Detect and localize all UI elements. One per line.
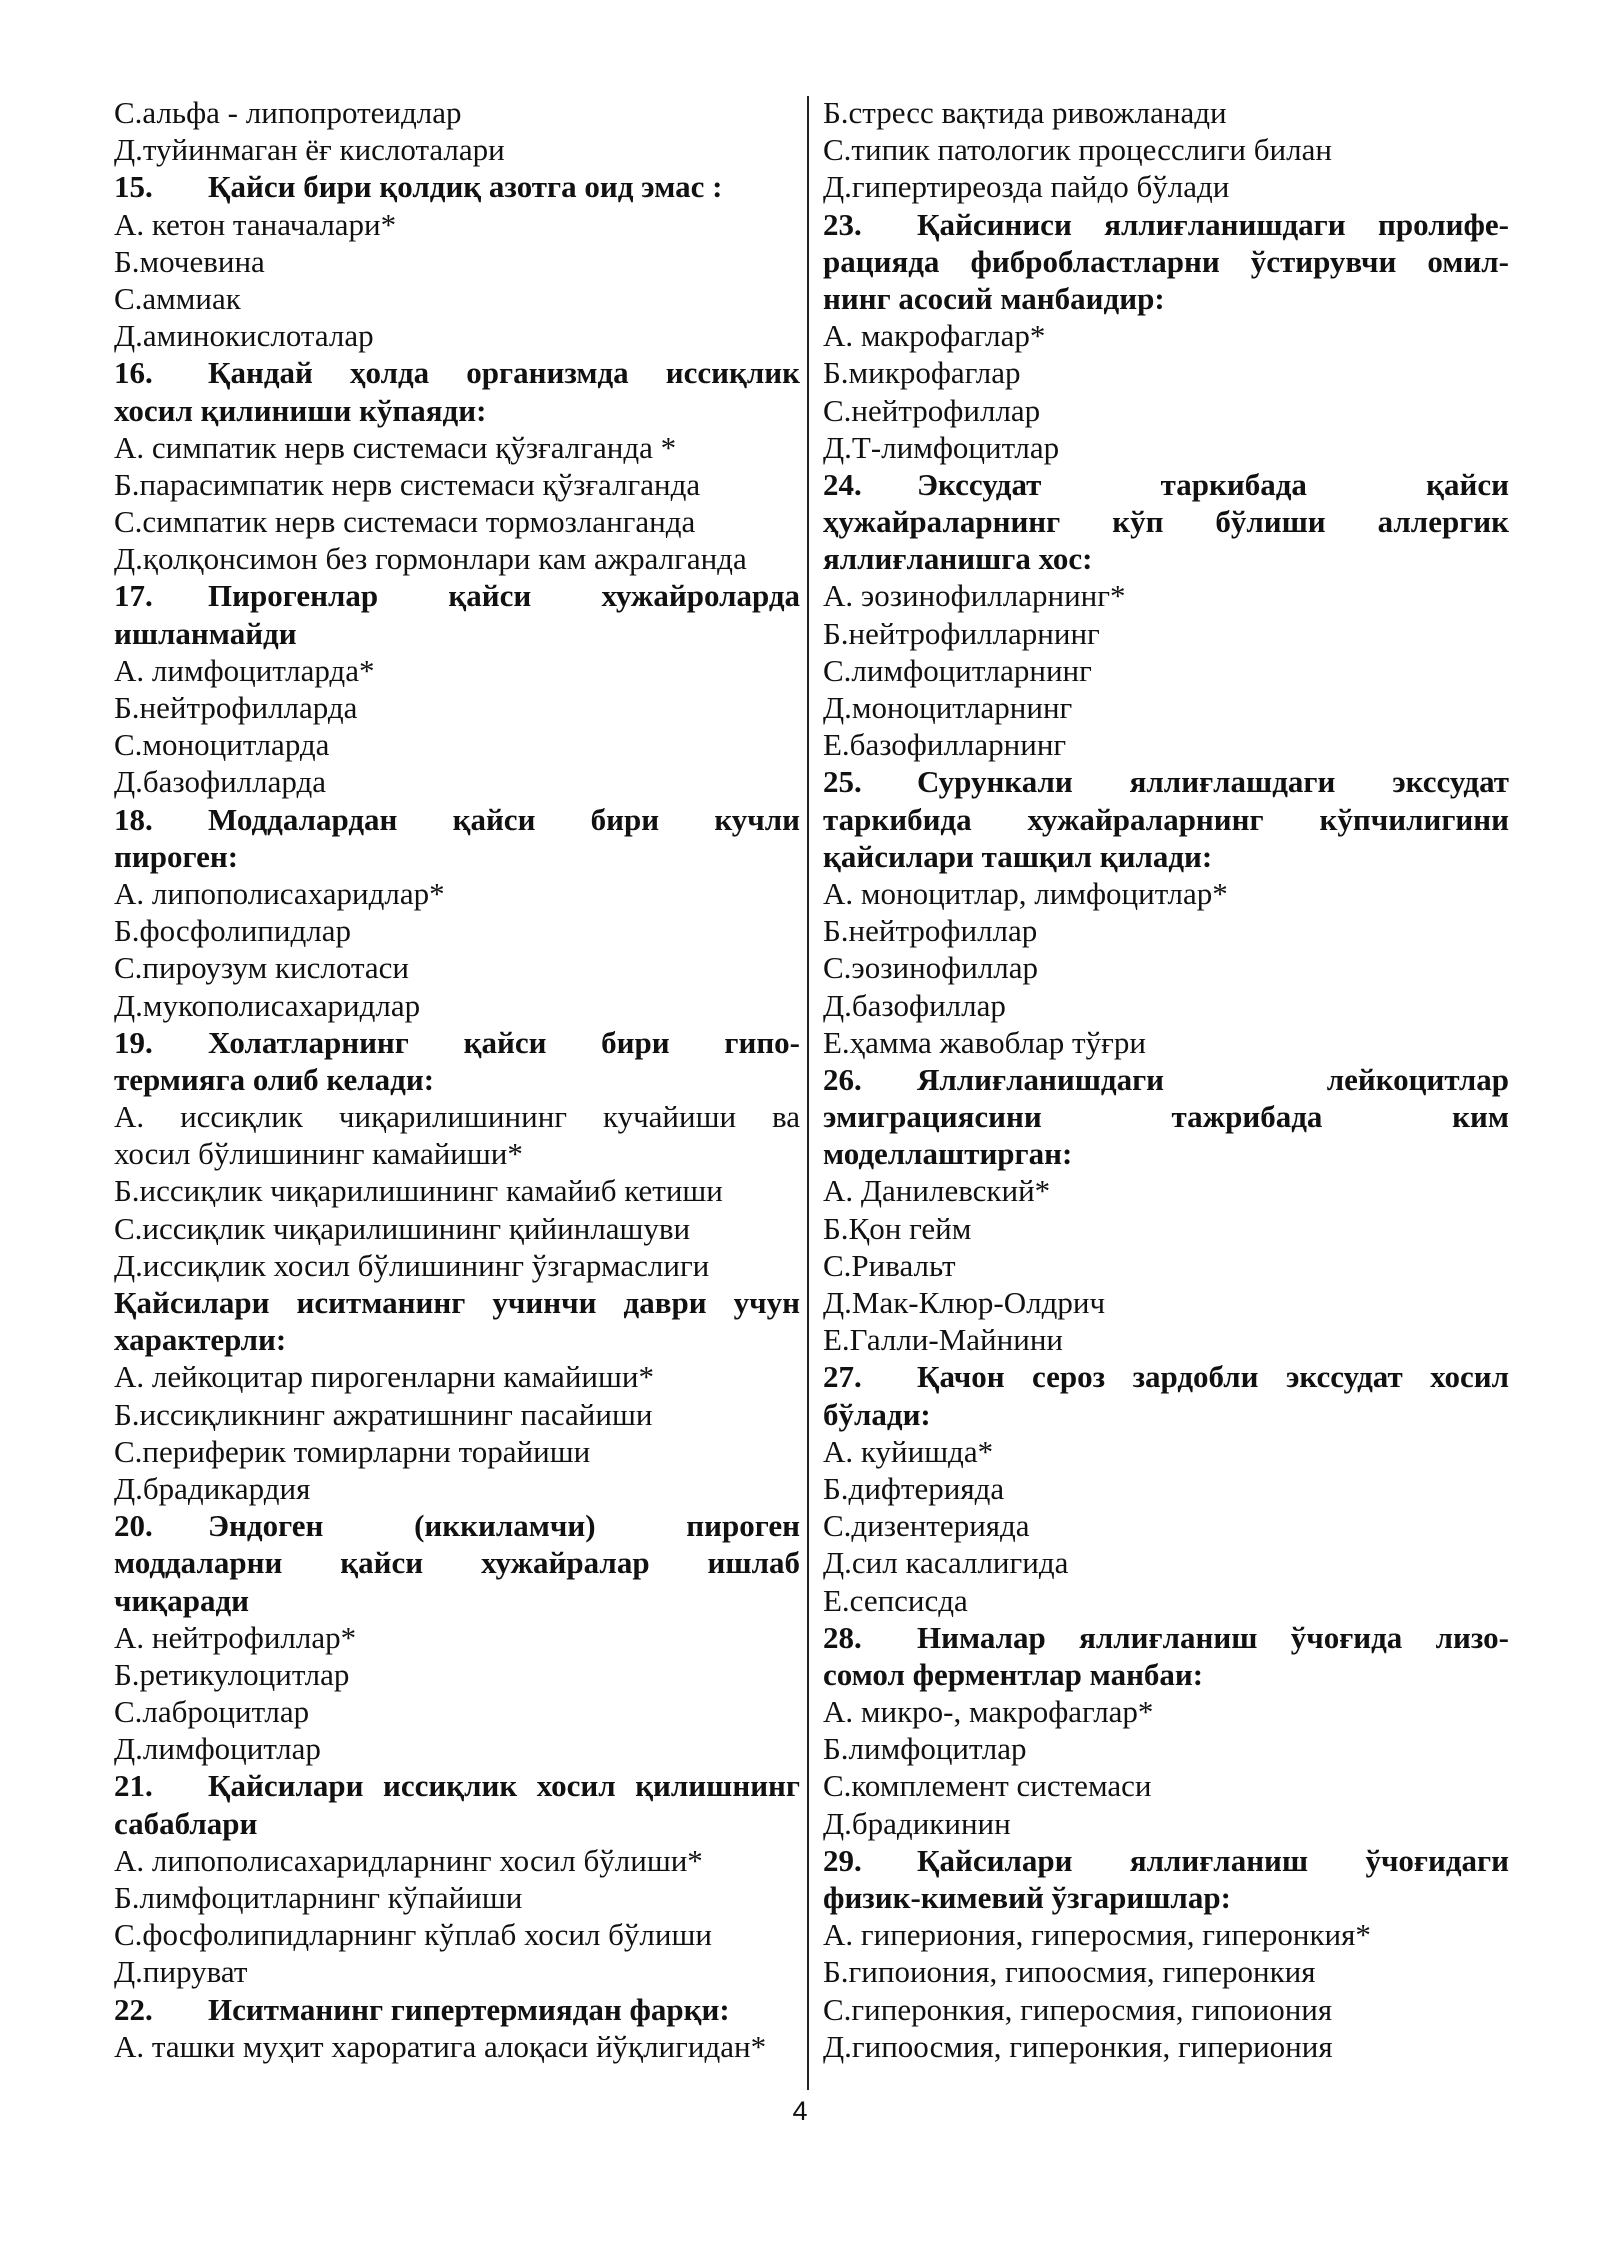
line-text: А. нейтрофиллар* [114, 1619, 357, 1655]
line-text: Моддалардан қайси бири кучли [208, 801, 800, 837]
line-text: Б.иссиқлик чиқарилишининг камайиб кетиши [114, 1173, 723, 1209]
question-line [114, 1024, 800, 1061]
line-text: Қайсилари иссиқлик хосил қилишнинг [208, 1768, 800, 1804]
question-line-continued [823, 243, 1509, 280]
answer-line [823, 1916, 1509, 1953]
left-column [114, 94, 800, 2065]
line-text: С.лимфоцитларнинг [823, 652, 1092, 688]
question-line [114, 168, 800, 205]
question-line [114, 354, 800, 391]
answer-line [823, 652, 1509, 689]
question-line [823, 206, 1509, 243]
line-text: С.фосфолипидларнинг кўплаб хосил бўлиши [114, 1917, 712, 1953]
line-text: яллиғланишга хос: [823, 541, 1093, 577]
question-line-continued [823, 1656, 1509, 1693]
line-text: физик-кимевий ўзгаришлар: [823, 1880, 1231, 1915]
answer-line [114, 503, 800, 540]
question-number: 25. [823, 764, 862, 800]
answer-line [823, 1433, 1509, 1470]
question-number: 20. [114, 1508, 153, 1544]
answer-line [114, 1172, 800, 1209]
answer-line [823, 2028, 1509, 2065]
question-line [114, 1991, 800, 2028]
line-text: Б.Қон гейм [823, 1210, 972, 1246]
answer-line [823, 615, 1509, 652]
question-number: 18. [114, 801, 153, 837]
question-number: 16. [114, 355, 153, 391]
line-text: А. липополисахаридлар* [114, 875, 445, 911]
answer-line [114, 280, 800, 317]
line-text: Д.қолқонсимон без гормонлари кам ажралганда [114, 541, 747, 577]
line-text: Қайси бири қолдиқ азотга оид эмас : [208, 169, 723, 205]
line-text: С.гиперонкия, гиперосмия, гипоиония [823, 1991, 1333, 2027]
question-line-continued [823, 1098, 1509, 1135]
answer-line [114, 1098, 800, 1135]
question-line-continued [823, 1879, 1509, 1916]
answer-line [114, 1247, 800, 1284]
line-text: С.моноцитларда [114, 727, 330, 763]
answer-line [823, 1693, 1509, 1730]
answer-line [823, 1210, 1509, 1247]
line-text: С.лаброцитлар [114, 1694, 310, 1730]
line-text: С.комплемент системаси [823, 1768, 1152, 1804]
line-text: Б.нейтрофиллар [823, 913, 1038, 949]
line-text: Е.Галли-Майнини [823, 1322, 1063, 1358]
line-text: Д.базофилларда [114, 764, 326, 800]
answer-line [823, 1172, 1509, 1209]
column-divider [807, 96, 809, 2090]
answer-line [823, 577, 1509, 614]
line-text: Б.дифтерияда [823, 1470, 1005, 1506]
answer-line [114, 1396, 800, 1433]
answer-line [114, 429, 800, 466]
answer-line [114, 1953, 800, 1990]
line-text: сомол ферментлар манбаи: [823, 1656, 1204, 1692]
line-text: рацияда фибробластларни ўстирувчи омил- [823, 243, 1509, 279]
question-number: 23. [823, 206, 862, 242]
line-text: Нималар яллиғланиш ўчоғида лизо- [917, 1619, 1509, 1655]
line-text: характерли: [114, 1322, 287, 1358]
answer-line [823, 875, 1509, 912]
question-number: 26. [823, 1061, 862, 1097]
question-line-continued [114, 1321, 800, 1358]
line-text: нинг асосий манбаидир: [823, 280, 1165, 316]
answer-line [114, 94, 800, 131]
answer-line [114, 1879, 800, 1916]
line-text: хосил қилиниши кўпаяди: [114, 392, 487, 428]
answer-line [823, 392, 1509, 429]
line-text: А. липополисахаридларнинг хосил бўлиши* [114, 1842, 703, 1878]
answer-line [823, 689, 1509, 726]
question-line [823, 1842, 1509, 1879]
question-line [114, 1767, 800, 1804]
page-number: 4 [792, 2096, 808, 2126]
answer-line [823, 1953, 1509, 1990]
line-text: Д.гипоосмия, гиперонкия, гипериония [823, 2028, 1333, 2064]
line-text: термияга олиб келади: [114, 1061, 435, 1097]
answer-line [114, 1730, 800, 1767]
question-line [823, 1619, 1509, 1656]
line-text: А. Данилевский* [823, 1173, 1051, 1209]
line-text: қайсилари ташқил қилади: [823, 838, 1213, 874]
question-number: 24. [823, 466, 862, 502]
question-line-continued [114, 615, 800, 652]
line-text: ҳужайраларнинг кўп бўлиши аллергик [823, 504, 1509, 540]
line-text: чиқаради [114, 1582, 249, 1618]
question-line-continued [114, 1582, 800, 1619]
question-line-continued [114, 1061, 800, 1098]
question-line [823, 1358, 1509, 1395]
answer-line [114, 1693, 800, 1730]
answer-line [823, 1544, 1509, 1581]
line-text: Б.нейтрофилларда [114, 690, 358, 725]
line-text: Пирогенлар қайси хужайроларда [208, 578, 800, 614]
answer-line [114, 1470, 800, 1507]
answer-line [114, 875, 800, 912]
answer-line [823, 317, 1509, 354]
line-text: Д.моноцитларнинг [823, 690, 1073, 725]
answer-line [114, 1433, 800, 1470]
line-text: Қайсилари яллиғланиш ўчоғидаги [917, 1842, 1509, 1878]
line-text: А. макрофаглар* [823, 318, 1046, 354]
line-text: Д.иссиқлик хосил бўлишининг ўзгармаслиги [114, 1247, 710, 1283]
line-text: Б.стресс вақтида ривожланади [823, 95, 1227, 130]
line-text: Б.фосфолипидлар [114, 913, 351, 949]
line-text: Қачон сероз зардобли экссудат хосил [917, 1359, 1509, 1395]
answer-line [823, 1470, 1509, 1507]
answer-line [823, 131, 1509, 168]
question-line-continued [114, 1544, 800, 1581]
answer-line [823, 987, 1509, 1024]
answer-line [823, 949, 1509, 986]
line-text: С.альфа - липопротеидлар [114, 95, 462, 130]
question-line [114, 1507, 800, 1544]
answer-line [114, 763, 800, 800]
line-text: Яллиғланишдаги лейкоцитлар [917, 1061, 1509, 1097]
answer-line [114, 726, 800, 763]
line-text: А. симпатик нерв системаси қўзғалганда * [114, 429, 677, 465]
line-text: Эндоген (иккиламчи) пироген [208, 1508, 800, 1544]
answer-line [823, 168, 1509, 205]
line-text: хосил бўлишининг камайиши* [114, 1136, 523, 1172]
line-text: Иситманинг гипертермиядан фарқи: [208, 1991, 730, 2027]
line-text: Д.Мак-Клюр-Олдрич [823, 1285, 1106, 1320]
line-text: Д.сил касаллигида [823, 1545, 1069, 1581]
line-text: Сурункали яллиғлашдаги экссудат [917, 764, 1509, 800]
question-line [114, 801, 800, 838]
answer-line [114, 949, 800, 986]
answer-line [114, 1358, 800, 1395]
line-text: Б.нейтрофилларнинг [823, 615, 1100, 651]
line-text: Қайсилари иситманинг учинчи даври учун [114, 1285, 800, 1320]
answer-line [823, 1991, 1509, 2028]
line-text: Д.аминокислоталар [114, 318, 374, 354]
line-text: Д.Т-лимфоцитлар [823, 429, 1060, 465]
answer-line [114, 206, 800, 243]
line-text: А. гипериония, гиперосмия, гиперонкия* [823, 1917, 1371, 1953]
line-text: Б.ретикулоцитлар [114, 1656, 350, 1692]
question-number: 19. [114, 1024, 153, 1060]
question-number: 22. [114, 1991, 153, 2027]
line-text: Д.мукополисахаридлар [114, 987, 421, 1023]
question-line-continued [823, 540, 1509, 577]
answer-line [114, 1656, 800, 1693]
line-text: Д.базофиллар [823, 987, 1006, 1023]
answer-line [114, 912, 800, 949]
line-text: С.пироузум кислотаси [114, 950, 409, 986]
answer-line [823, 912, 1509, 949]
answer-line [823, 1805, 1509, 1842]
answer-line [114, 987, 800, 1024]
line-text: С.периферик томирларни торайиши [114, 1433, 591, 1469]
line-text: бўлади: [823, 1396, 931, 1432]
answer-line [114, 540, 800, 577]
line-text: Д.брадикардия [114, 1470, 311, 1506]
line-text: Д.пируват [114, 1954, 248, 1990]
question-line [114, 577, 800, 614]
answer-line [114, 317, 800, 354]
line-text: Б.парасимпатик нерв системаси қўзғалганда [114, 466, 701, 502]
question-number: 17. [114, 578, 153, 614]
line-text: таркибида хужайраларнинг кўпчилигини [823, 801, 1509, 837]
question-line-continued [823, 1396, 1509, 1433]
answer-line [823, 429, 1509, 466]
question-line-continued [823, 280, 1509, 317]
line-text: моделлаштирган: [823, 1136, 1073, 1172]
line-text: С.эозинофиллар [823, 950, 1039, 986]
answer-line [114, 243, 800, 280]
answer-line [114, 1916, 800, 1953]
line-text: Холатларнинг қайси бири гипо- [208, 1024, 800, 1060]
line-text: А. эозинофилларнинг* [823, 578, 1126, 614]
answer-line [114, 2028, 800, 2065]
question-line-continued [114, 1284, 800, 1321]
line-text: Д.лимфоцитлар [114, 1731, 321, 1767]
line-text: сабаблари [114, 1805, 258, 1841]
answer-line [823, 1730, 1509, 1767]
line-text: А. ташки муҳит хароратига алоқаси йўқлигидан* [114, 2028, 767, 2064]
question-line [823, 1061, 1509, 1098]
line-text: С.симпатик нерв системаси тормозланганда [114, 504, 696, 540]
right-column [823, 94, 1509, 2065]
line-text: пироген: [114, 838, 239, 874]
answer-line [823, 1284, 1509, 1321]
question-line-continued [823, 1135, 1509, 1172]
line-text: А. куйишда* [823, 1433, 994, 1469]
line-text: С.типик патологик процесслиги билан [823, 132, 1332, 168]
line-text: Б.лимфоцитлар [823, 1731, 1027, 1767]
answer-line [114, 466, 800, 503]
answer-line [823, 1582, 1509, 1619]
line-text: Б.иссиқликнинг ажратишнинг пасайиши [114, 1396, 653, 1432]
question-number: 27. [823, 1359, 862, 1395]
line-text: Б.мочевина [114, 243, 265, 279]
answer-line [114, 1619, 800, 1656]
line-text: А. моноцитлар, лимфоцитлар* [823, 875, 1228, 911]
answer-line [823, 1507, 1509, 1544]
line-text: С.иссиқлик чиқарилишининг қийинлашуви [114, 1210, 691, 1246]
line-text: Е.базофилларнинг [823, 727, 1067, 763]
line-text: Д.брадикинин [823, 1805, 1011, 1841]
question-line-continued [823, 838, 1509, 875]
line-text: С.аммиак [114, 280, 241, 316]
line-text: Экссудат таркибада қайси [917, 466, 1509, 502]
line-text: А. лейкоцитар пирогенларни камайиши* [114, 1359, 654, 1395]
answer-line [823, 354, 1509, 391]
question-line-continued [823, 801, 1509, 838]
question-line-continued [114, 838, 800, 875]
line-text: А. лимфоцитларда* [114, 652, 375, 688]
line-text: ишланмайди [114, 615, 297, 651]
line-text: Б.гипоиония, гипоосмия, гиперонкия [823, 1954, 1316, 1990]
question-number: 29. [823, 1842, 862, 1878]
answer-line [114, 689, 800, 726]
line-text: Қандай ҳолда организмда иссиқлик [208, 355, 800, 391]
question-line-continued [823, 503, 1509, 540]
question-line-continued [114, 392, 800, 429]
answer-line [823, 1767, 1509, 1804]
line-text: Е.ҳамма жавоблар тўғри [823, 1024, 1146, 1060]
line-text: А. иссиқлик чиқарилишининг кучайиши ва [114, 1099, 800, 1135]
line-text: А. кетон таначалари* [114, 206, 397, 242]
answer-line [114, 652, 800, 689]
question-number: 21. [114, 1768, 153, 1804]
question-line [823, 763, 1509, 800]
line-text: моддаларни қайси хужайралар ишлаб [114, 1545, 800, 1581]
line-text: Е.сепсисда [823, 1582, 968, 1618]
question-number: 15. [114, 169, 153, 205]
line-text: Қайсиниси яллиғланишдаги пролифе- [917, 206, 1509, 242]
answer-line [823, 726, 1509, 763]
line-text: Б.лимфоцитларнинг кўпайиши [114, 1880, 523, 1915]
answer-line [114, 1135, 800, 1172]
line-text: Д.гипертиреозда пайдо бўлади [823, 169, 1230, 205]
line-text: С.Ривальт [823, 1247, 956, 1283]
question-line-continued [114, 1805, 800, 1842]
answer-line [823, 1321, 1509, 1358]
answer-line [114, 1210, 800, 1247]
line-text: Д.туйинмаган ёғ кислоталари [114, 132, 505, 168]
line-text: С.нейтрофиллар [823, 392, 1041, 428]
question-number: 28. [823, 1619, 862, 1655]
line-text: С.дизентерияда [823, 1508, 1030, 1544]
answer-line [823, 1024, 1509, 1061]
line-text: Б.микрофаглар [823, 355, 1021, 391]
answer-line [823, 94, 1509, 131]
question-line [823, 466, 1509, 503]
answer-line [823, 1247, 1509, 1284]
answer-line [114, 131, 800, 168]
line-text: эмиграциясини тажрибада ким [823, 1099, 1509, 1135]
line-text: А. микро-, макрофаглар* [823, 1694, 1154, 1730]
answer-line [114, 1842, 800, 1879]
